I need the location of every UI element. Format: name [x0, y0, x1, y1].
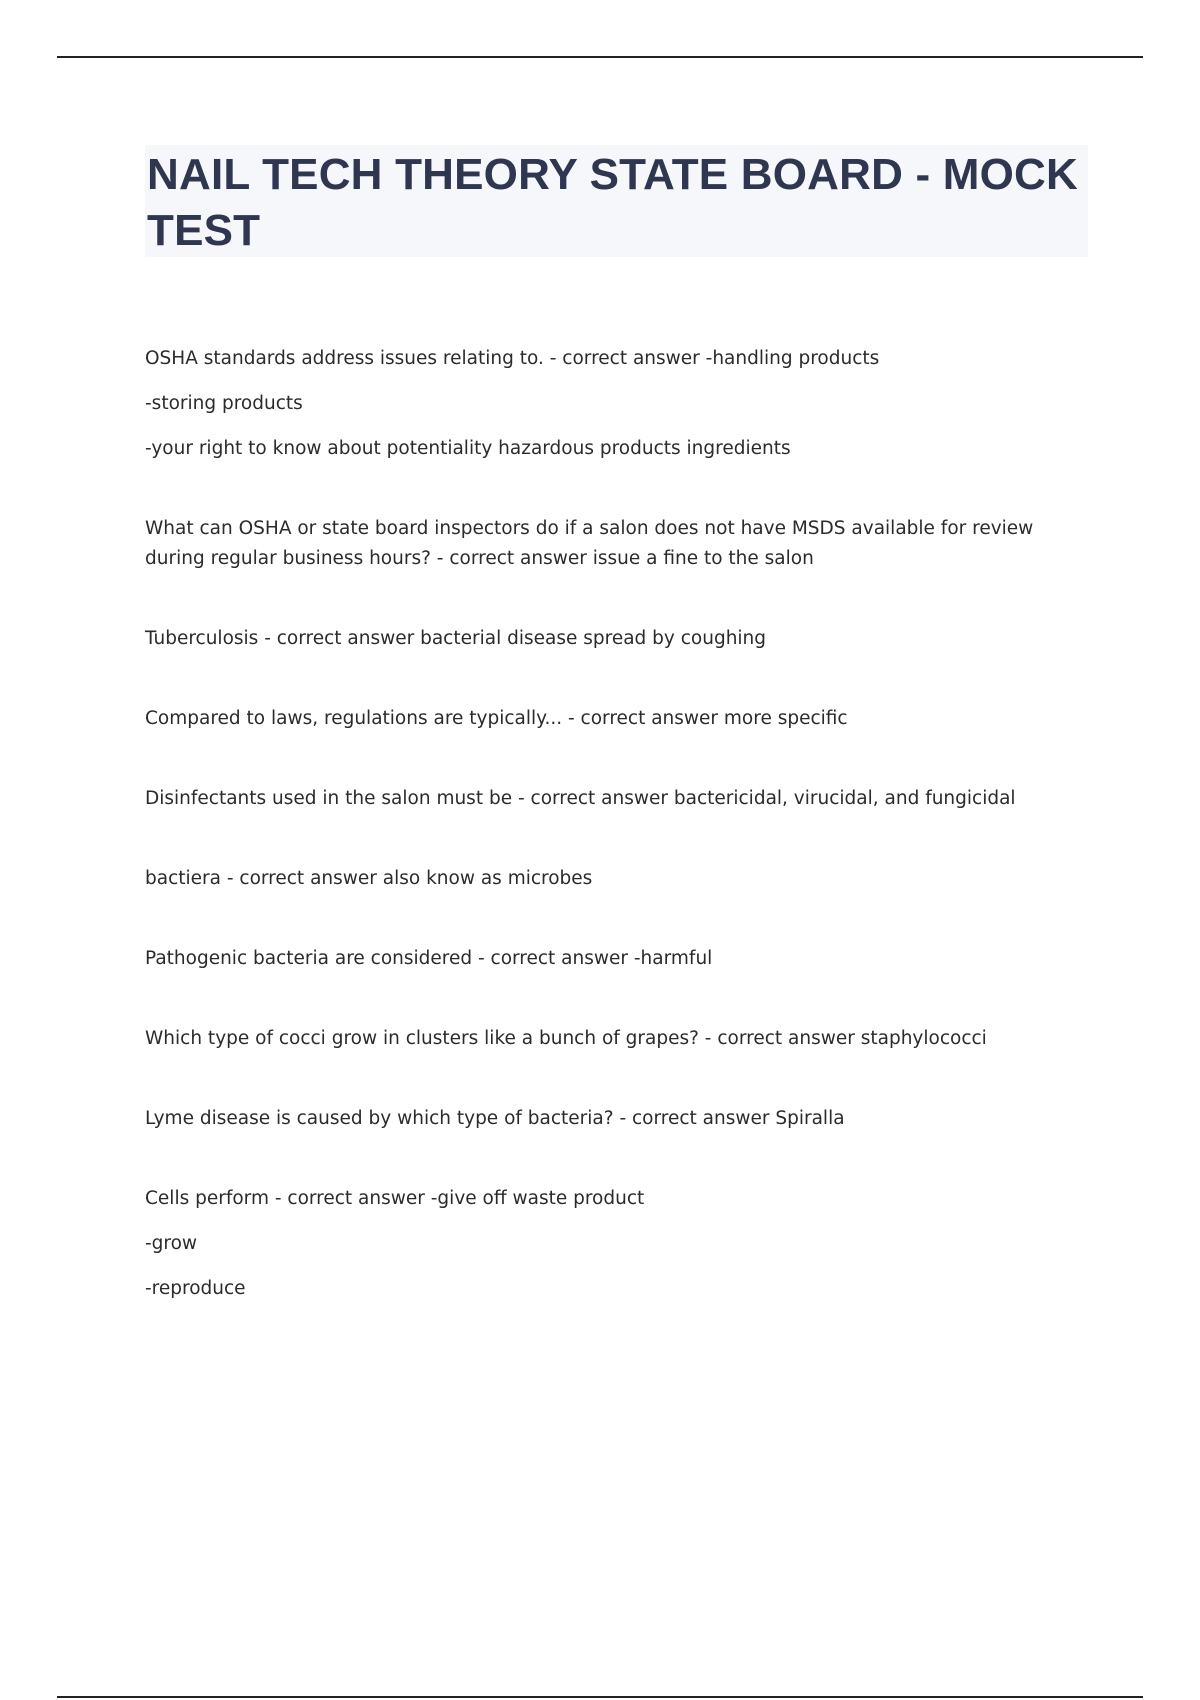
qa-item-4 [145, 704, 1095, 734]
qa-line: Lyme disease is caused by which type of bacteria? - correct answer Spiralla [145, 1108, 845, 1129]
qa-item-3 [145, 624, 1095, 654]
qa-item-5 [145, 784, 1095, 814]
qa-line: -storing products [145, 393, 303, 414]
qa-line: Which type of cocci grow in clusters like a bunch of grapes? - correct answer staphylococci [145, 1028, 987, 1049]
qa-line: Cells perform - correct answer -give off waste product [145, 1188, 645, 1209]
qa-line: -grow [145, 1233, 198, 1254]
qa-item-7 [145, 944, 1095, 974]
qa-list [145, 344, 1095, 1354]
qa-line: -reproduce [145, 1278, 246, 1299]
qa-line: Pathogenic bacteria are considered - correct answer -harmful [145, 948, 713, 969]
qa-item-10 [145, 1184, 1095, 1304]
qa-line: Tuberculosis - correct answer bacterial disease spread by coughing [145, 628, 767, 649]
qa-item-8 [145, 1024, 1095, 1054]
qa-item-2 [145, 514, 1095, 574]
qa-line: Compared to laws, regulations are typically... - correct answer more specific [145, 708, 848, 729]
top-divider [57, 56, 1143, 58]
qa-line: Disinfectants used in the salon must be - correct answer bactericidal, virucidal, and fungicidal [145, 788, 1016, 809]
qa-line: What can OSHA or state board inspectors do if a salon does not have MSDS available for review during regular business hours? - correct answer issue a fine to the salon [145, 518, 1034, 569]
title-banner [145, 145, 1088, 257]
bottom-divider [57, 1696, 1143, 1698]
qa-item-6 [145, 864, 1095, 894]
qa-line: bactiera - correct answer also know as microbes [145, 868, 593, 889]
qa-item-9 [145, 1104, 1095, 1134]
document-title: NAIL TECH THEORY STATE BOARD - MOCK TEST [147, 150, 1078, 255]
qa-line: -your right to know about potentiality hazardous products ingredients [145, 438, 791, 459]
qa-line: OSHA standards address issues relating to. - correct answer -handling products [145, 348, 880, 369]
qa-item-1 [145, 344, 1095, 464]
